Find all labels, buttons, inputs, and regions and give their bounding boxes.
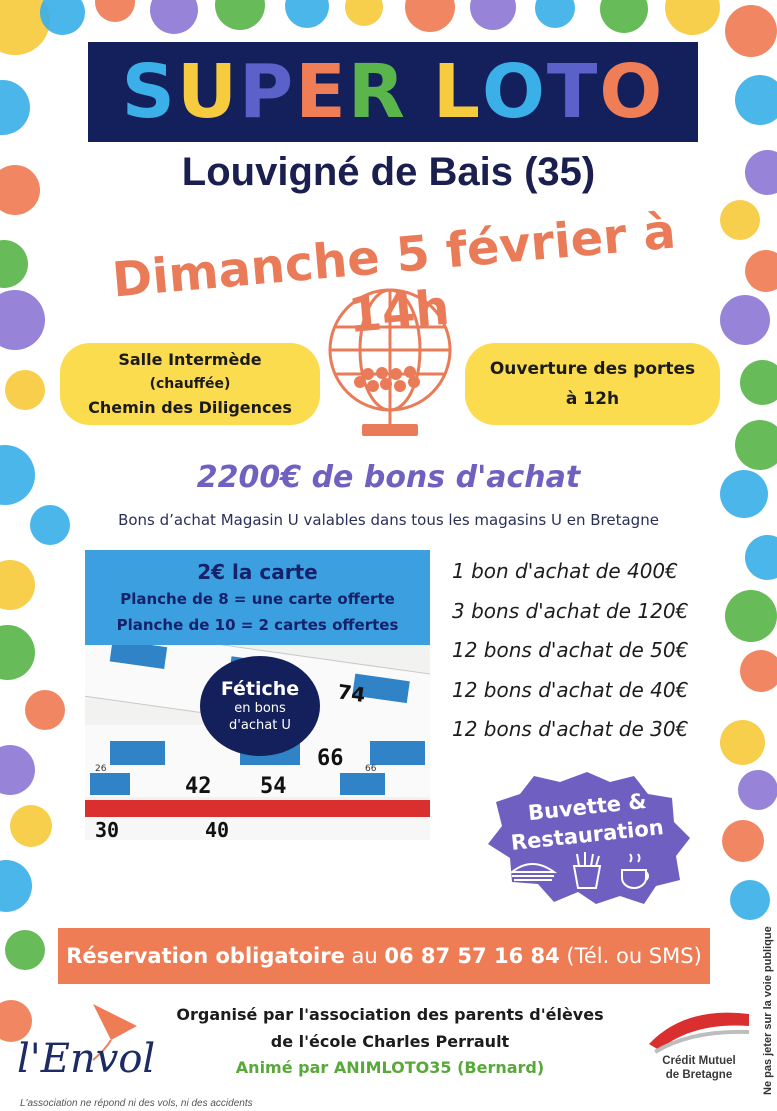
bingo-number: 54: [260, 774, 287, 799]
confetti-dot: [722, 820, 764, 862]
title-letter: P: [239, 49, 296, 135]
animator-line: Animé par ANIMLOTO35 (Bernard): [235, 1058, 545, 1077]
confetti-dot: [345, 0, 383, 26]
confetti-dot: [0, 625, 35, 680]
confetti-dot: [738, 770, 777, 810]
reservation-connector: au: [344, 944, 385, 968]
confetti-dot: [0, 80, 30, 135]
confetti-dot: [5, 370, 45, 410]
footer-disclaimer: L'association ne répond ni des vols, ni des accidents: [20, 1098, 253, 1109]
prize-item: 12 bons d'achat de 40€: [452, 677, 689, 702]
card-price: 2€ la carte: [197, 560, 318, 584]
confetti-dot: [0, 240, 28, 288]
bingo-number: 74: [336, 679, 367, 708]
confetti-dot: [5, 930, 45, 970]
reservation-required: Réservation obligatoire: [66, 944, 345, 968]
confetti-dot: [740, 360, 777, 405]
title-letter: O: [482, 49, 547, 135]
title-letter: L: [432, 49, 482, 135]
confetti-dot: [725, 5, 777, 57]
organiser-line: Organisé par l'association des parents d'élèves: [176, 1005, 604, 1024]
credit-mutuel-logo: [645, 1000, 753, 1090]
prize-item: 1 bon d'achat de 400€: [452, 559, 678, 583]
title-letter: R: [347, 49, 407, 135]
card-offer-line: Planche de 8 = une carte offerte: [120, 590, 395, 608]
confetti-dot: [665, 0, 720, 35]
confetti-dot: [535, 0, 575, 28]
bingo-number: 30: [95, 818, 120, 840]
confetti-dot: [10, 805, 52, 847]
confetti-dot: [600, 0, 648, 33]
headline-prize-total: 2200€ de bons d'achat: [196, 460, 581, 495]
confetti-dot: [25, 690, 65, 730]
confetti-dot: [730, 880, 770, 920]
title-letter: T: [546, 49, 600, 135]
title-letter: S: [121, 49, 177, 135]
event-date: Dimanche 5 février à 14h: [110, 203, 678, 345]
prize-item: 3 bons d'achat de 120€: [452, 598, 689, 623]
location-town: Louvigné de Bais (35): [181, 150, 596, 194]
doors-pill: [465, 343, 720, 425]
vertical-disposal-note: Ne pas jeter sur la voie publique: [762, 926, 774, 1095]
bingo-cage-icon: [320, 282, 460, 440]
bingo-number: 40: [205, 818, 230, 840]
doors-text: Ouverture des portes: [489, 359, 696, 379]
title-banner: [88, 42, 698, 142]
title-letter: O: [599, 49, 665, 135]
doors-time: à 12h: [565, 389, 620, 409]
credit-mutuel-line: Crédit Mutuel: [662, 1055, 736, 1067]
bingo-number: 66: [317, 746, 344, 771]
buvette-badge: [482, 770, 692, 905]
buvette-line: Buvette &: [526, 788, 648, 826]
confetti-dot: [470, 0, 516, 30]
title-letter: U: [176, 49, 240, 135]
organiser-line: de l'école Charles Perrault: [270, 1032, 510, 1051]
bingo-number: 66: [365, 764, 377, 774]
confetti-dot: [285, 0, 329, 28]
confetti-dot: [0, 745, 35, 795]
title-letter: E: [295, 49, 348, 135]
prize-list: [452, 553, 742, 751]
venue-pill: [60, 343, 320, 425]
confetti-dot: [95, 0, 135, 22]
reservation-phone[interactable]: 06 87 57 16 84: [384, 944, 560, 968]
confetti-dot: [150, 0, 198, 34]
venue-heated: (chauffée): [149, 376, 231, 392]
confetti-dot: [0, 290, 45, 350]
fetiche-title: Fétiche: [220, 678, 300, 700]
prize-item: 12 bons d'achat de 50€: [452, 638, 689, 662]
bingo-number: 42: [185, 774, 212, 799]
confetti-dot: [0, 560, 35, 610]
reservation-banner: [58, 928, 710, 984]
venue-name: Salle Intermède: [118, 350, 262, 369]
fetiche-line: en bons: [234, 701, 286, 716]
envol-logo: [15, 998, 156, 1088]
confetti-dot: [0, 860, 32, 912]
fetiche-badge: [200, 656, 320, 756]
prize-item: 12 bons d'achat de 30€: [452, 717, 689, 741]
reservation-suffix: (Tél. ou SMS): [559, 944, 702, 968]
confetti-dot: [215, 0, 265, 30]
buvette-line: Restauration: [509, 815, 665, 855]
bingo-number: 26: [95, 764, 107, 774]
card-offer-line: Planche de 10 = 2 cartes offertes: [116, 616, 399, 634]
credit-mutuel-line: de Bretagne: [665, 1069, 733, 1081]
confetti-dot: [740, 650, 777, 692]
confetti-dot: [735, 75, 777, 125]
envol-wordmark: l'Envol: [17, 1036, 156, 1082]
fetiche-line: d'achat U: [229, 718, 291, 733]
confetti-dot: [745, 250, 777, 292]
subline-vouchers: Bons d’achat Magasin U valables dans tous les magasins U en Bretagne: [118, 511, 659, 529]
confetti-dot: [745, 535, 777, 580]
venue-address: Chemin des Diligences: [88, 398, 292, 417]
confetti-dot: [405, 0, 455, 32]
confetti-dot: [720, 200, 760, 240]
confetti-dot: [720, 295, 770, 345]
